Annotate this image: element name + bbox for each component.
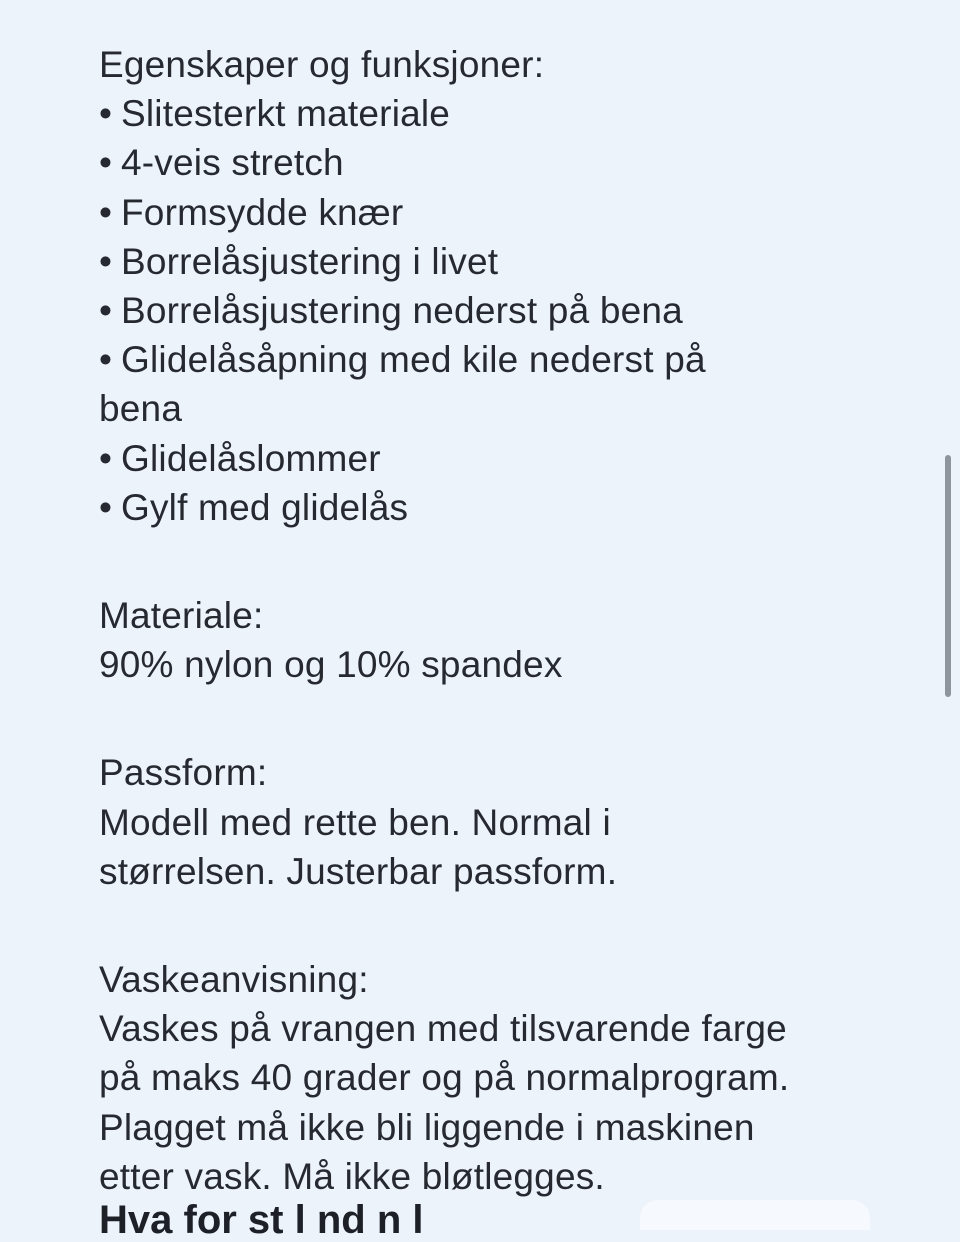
washing-text-line: Vaskes på vrangen med tilsvarende farge (99, 1008, 787, 1050)
bullet-icon: • (99, 191, 113, 233)
feature-text: Glidelåslommer (121, 437, 381, 479)
material-heading: Materiale: (99, 595, 264, 637)
bullet-icon: • (99, 142, 113, 184)
feature-text: Borrelåsjustering nederst på bena (121, 290, 683, 332)
feature-item (99, 286, 879, 335)
feature-item (99, 138, 879, 187)
bullet-icon: • (99, 339, 113, 381)
washing-text-line: på maks 40 grader og på normalprogram. (99, 1057, 790, 1099)
feature-text-continuation: bena (99, 388, 183, 430)
washing-heading: Vaskeanvisning: (99, 959, 369, 1001)
feature-text: 4-veis stretch (121, 142, 344, 184)
bullet-icon: • (99, 437, 113, 479)
bullet-icon: • (99, 486, 113, 528)
cut-off-heading: Hva for st l nd n l (99, 1198, 424, 1242)
section-spacer (99, 532, 879, 591)
scrollbar-thumb[interactable] (945, 455, 951, 697)
product-description (99, 40, 879, 1201)
washing-text-line: Plagget må ikke bli liggende i maskinen (99, 1106, 755, 1148)
feature-text: Borrelåsjustering i livet (121, 240, 499, 282)
bullet-icon: • (99, 240, 113, 282)
feature-text: Formsydde knær (121, 191, 404, 233)
feature-item (99, 89, 879, 138)
feature-item (99, 483, 879, 532)
section-spacer (99, 896, 879, 955)
section-spacer (99, 689, 879, 748)
fit-heading: Passform: (99, 752, 268, 794)
feature-item (99, 237, 879, 286)
bullet-icon: • (99, 290, 113, 332)
feature-item (99, 434, 879, 483)
feature-text: Gylf med glidelås (121, 486, 409, 528)
fit-text-line: størrelsen. Justerbar passform. (99, 850, 618, 892)
feature-item (99, 188, 879, 237)
feature-text: Slitesterkt materiale (121, 93, 451, 135)
material-text: 90% nylon og 10% spandex (99, 644, 563, 686)
feature-item (99, 335, 879, 384)
bottom-action-card[interactable] (640, 1200, 870, 1230)
fit-text-line: Modell med rette ben. Normal i (99, 801, 611, 843)
bullet-icon: • (99, 93, 113, 135)
feature-text: Glidelåsåpning med kile nederst på (121, 339, 706, 381)
features-heading: Egenskaper og funksjoner: (99, 44, 545, 85)
washing-text-line: etter vask. Må ikke bløtlegges. (99, 1155, 605, 1197)
